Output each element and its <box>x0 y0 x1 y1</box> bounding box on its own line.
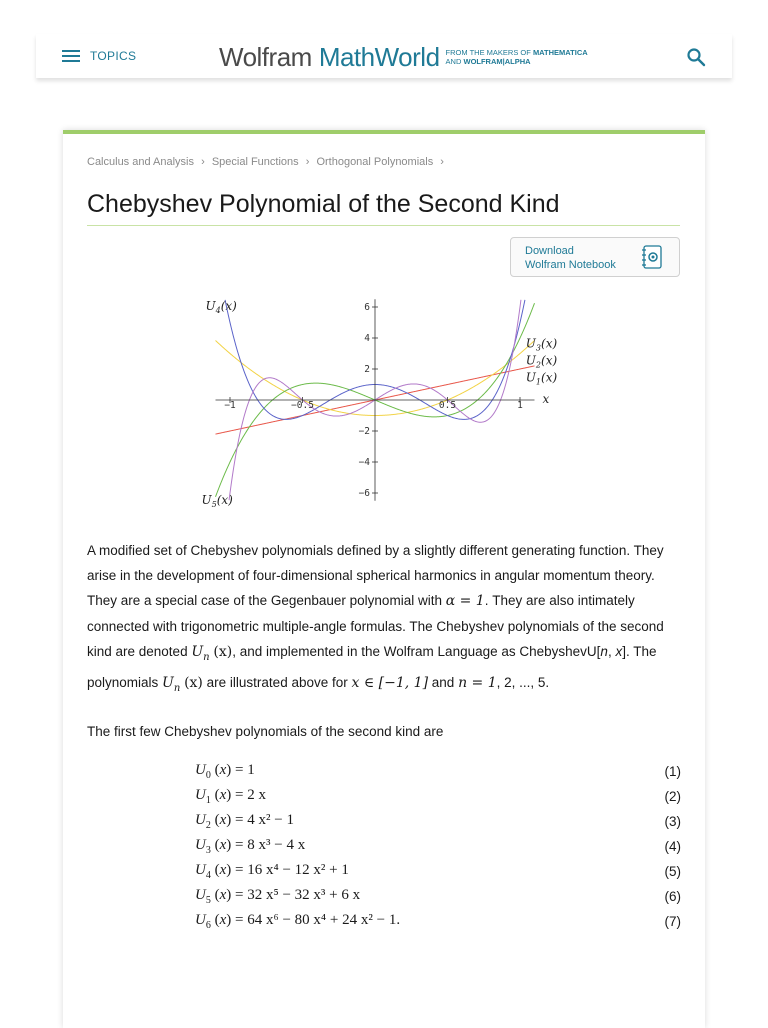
notebook-label-line1: Download <box>525 245 574 257</box>
download-notebook-button[interactable] <box>510 237 680 277</box>
equation-rhs: 64 x⁶ − 80 x⁴ + 24 x² − 1. <box>247 912 401 928</box>
equation-number: (2) <box>664 789 681 804</box>
equation-lhs: $U_6$ (x) = <box>195 912 248 931</box>
y-tick-label: 6 <box>364 302 370 313</box>
equation-lhs: $U_5$ (x) = <box>195 887 248 906</box>
equation-number: (1) <box>664 764 681 779</box>
equation-rhs: 8 x³ − 4 x <box>247 837 306 853</box>
equation-lhs: $U_1$ (x) = <box>195 787 248 806</box>
x-axis-label: x <box>542 392 550 406</box>
x-tick-label: 1 <box>517 400 523 411</box>
hamburger-icon <box>62 49 80 63</box>
logo-mathworld-text: MathWorld <box>318 41 440 72</box>
equation-rhs: 4 x² − 1 <box>247 812 294 828</box>
equation-rhs: 16 x⁴ − 12 x² + 1 <box>247 862 349 878</box>
equations-intro: The first few Chebyshev polynomials of the second kind are <box>87 724 444 739</box>
equation-4 <box>195 837 681 861</box>
site-header <box>36 34 732 78</box>
y-tick-label: −4 <box>358 457 370 468</box>
x-tick-label: −1 <box>224 400 236 411</box>
article-card <box>63 130 705 1028</box>
notebook-label-line2: Wolfram Notebook <box>525 259 616 271</box>
breadcrumb-special-functions[interactable]: Special Functions <box>211 156 299 168</box>
breadcrumb: Calculus and Analysis › Special Functions › Orthogonal Polynomials › <box>87 156 444 168</box>
equation-number: (6) <box>664 889 681 904</box>
equation-rhs: 32 x⁵ − 32 x³ + 6 x <box>247 887 361 903</box>
equation-number: (4) <box>664 839 681 854</box>
equation-5 <box>195 862 681 886</box>
equation-rhs: 2 x <box>247 787 266 803</box>
equation-2 <box>195 787 681 811</box>
chebyshev-plot <box>201 294 558 514</box>
equation-1 <box>195 762 681 786</box>
equation-lhs: $U_4$ (x) = <box>195 862 248 881</box>
x-tick-label: 0.5 <box>438 400 457 411</box>
equation-6 <box>195 887 681 911</box>
search-icon[interactable] <box>686 47 706 67</box>
series-u3-label: $U_3(x)$ <box>525 336 558 353</box>
x-tick-label: −0.5 <box>291 400 314 411</box>
breadcrumb-calculus-and-analysis[interactable]: Calculus and Analysis <box>87 156 195 168</box>
y-tick-label: 4 <box>364 333 370 344</box>
mathworld-logo[interactable] <box>219 42 588 72</box>
equation-number: (7) <box>664 914 681 929</box>
y-tick-label: −6 <box>358 488 370 499</box>
description-paragraph: A modified set of Chebyshev polynomials defined by a slightly different generating function. They arise in the development of four-dimensional spherical harmonics in angular momentum theory. They are a special case of the Gegenbauer polynomial with α = 1. They are also intimately connected with trigonometric multiple-angle formulas. The Chebyshev polynomials of the second kind are denoted $U_n$ (x), and implemented in the Wolfram Language as ChebyshevU[n, x]. The polynomials $U_n$ (x) are illustrated above for x ∈ [−1, 1] and n = 1, 2, ..., 5. <box>87 543 664 694</box>
logo-tagline: FROM THE MAKERS OF MATHEMATICA AND WOLFRAM|ALPHA <box>445 48 588 66</box>
y-tick-label: 2 <box>364 364 370 375</box>
equation-3 <box>195 812 681 836</box>
y-tick-label: −2 <box>358 426 370 437</box>
series-u2-label: $U_2(x)$ <box>525 353 558 370</box>
page-title: Chebyshev Polynomial of the Second Kind <box>87 190 680 226</box>
notebook-icon <box>641 245 663 269</box>
topics-label: TOPICS <box>90 49 137 63</box>
equation-lhs: $U_0$ (x) = <box>195 762 248 781</box>
equation-rhs: 1 <box>247 762 255 778</box>
equation-7 <box>195 912 681 936</box>
series-u5-label: $U_5(x)$ <box>201 492 233 509</box>
logo-wolfram-text: Wolfram <box>219 41 312 72</box>
equation-lhs: $U_3$ (x) = <box>195 837 248 856</box>
equation-number: (5) <box>664 864 681 879</box>
equation-lhs: $U_2$ (x) = <box>195 812 248 831</box>
equation-number: (3) <box>664 814 681 829</box>
breadcrumb-orthogonal-polynomials[interactable]: Orthogonal Polynomials <box>316 156 434 168</box>
series-u4-label: $U_4(x)$ <box>205 299 237 316</box>
topics-menu-button[interactable] <box>62 47 136 65</box>
series-u1-label: $U_1(x)$ <box>525 370 558 387</box>
